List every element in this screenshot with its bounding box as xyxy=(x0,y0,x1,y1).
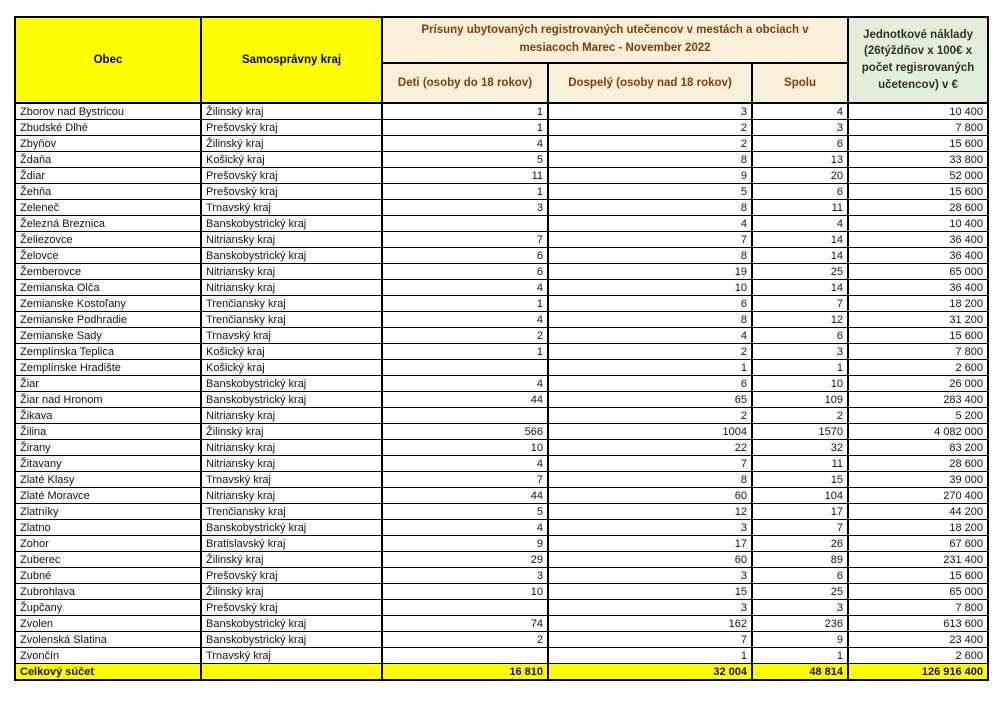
cell-deti: 74 xyxy=(382,616,548,632)
table-row xyxy=(15,600,988,616)
cell-deti: 7 xyxy=(382,472,548,488)
cell-deti: 2 xyxy=(382,632,548,648)
table-row xyxy=(15,632,988,648)
cell-obec: Zubné xyxy=(15,568,201,584)
table-row xyxy=(15,392,988,408)
cell-dospely: 22 xyxy=(548,440,752,456)
table-row xyxy=(15,184,988,200)
cell-obec: Zvončín xyxy=(15,648,201,664)
cell-deti: 11 xyxy=(382,168,548,184)
cell-dospely: 2 xyxy=(548,136,752,152)
cell-deti: 566 xyxy=(382,424,548,440)
cell-obec: Žirany xyxy=(15,440,201,456)
cell-kraj: Žilinský kraj xyxy=(201,424,382,440)
cell-spolu: 1 xyxy=(752,360,848,376)
cell-deti: 3 xyxy=(382,568,548,584)
cell-deti: 1 xyxy=(382,184,548,200)
total-label: Celkový súčet xyxy=(15,664,201,681)
cell-dospely: 3 xyxy=(548,520,752,536)
cell-deti: 4 xyxy=(382,520,548,536)
cell-dospely: 8 xyxy=(548,200,752,216)
cell-spolu: 4 xyxy=(752,216,848,232)
cell-spolu: 2 xyxy=(752,408,848,424)
cell-kraj: Nitriansky kraj xyxy=(201,232,382,248)
cell-dospely: 9 xyxy=(548,168,752,184)
cell-kraj: Prešovský kraj xyxy=(201,184,382,200)
cell-obec: Zlatno xyxy=(15,520,201,536)
cell-kraj: Trnavský kraj xyxy=(201,200,382,216)
cell-kraj: Trenčiansky kraj xyxy=(201,296,382,312)
table-row xyxy=(15,120,988,136)
cell-naklady: 15 600 xyxy=(848,568,988,584)
table-row xyxy=(15,168,988,184)
cell-deti: 3 xyxy=(382,200,548,216)
cell-naklady: 28 600 xyxy=(848,200,988,216)
cell-spolu: 25 xyxy=(752,584,848,600)
cell-naklady: 31 200 xyxy=(848,312,988,328)
header-kraj: Samosprávny kraj xyxy=(201,17,382,103)
cell-dospely: 10 xyxy=(548,280,752,296)
cell-kraj: Nitriansky kraj xyxy=(201,408,382,424)
cell-spolu: 11 xyxy=(752,200,848,216)
cell-obec: Žehňa xyxy=(15,184,201,200)
cell-obec: Zemplínska Teplica xyxy=(15,344,201,360)
table-row xyxy=(15,232,988,248)
cell-dospely: 3 xyxy=(548,568,752,584)
cell-kraj: Žilinský kraj xyxy=(201,552,382,568)
cell-naklady: 52 000 xyxy=(848,168,988,184)
cell-naklady: 231 400 xyxy=(848,552,988,568)
cell-dospely: 15 xyxy=(548,584,752,600)
table-row xyxy=(15,344,988,360)
cell-kraj: Košický kraj xyxy=(201,152,382,168)
cell-deti: 1 xyxy=(382,344,548,360)
cell-deti: 7 xyxy=(382,232,548,248)
cell-obec: Žitavany xyxy=(15,456,201,472)
cell-naklady: 15 600 xyxy=(848,136,988,152)
cell-naklady: 28 600 xyxy=(848,456,988,472)
cell-obec: Zvolenská Slatina xyxy=(15,632,201,648)
cell-naklady: 7 800 xyxy=(848,120,988,136)
cell-kraj: Žilinský kraj xyxy=(201,103,382,120)
cell-dospely: 7 xyxy=(548,456,752,472)
header-group-prisuny: Prísuny ubytovaných registrovaných utečencov v mestách a obciach v mesiacoch Marec - November 2022 xyxy=(382,17,848,63)
cell-spolu: 11 xyxy=(752,456,848,472)
total-dospely: 32 004 xyxy=(548,664,752,681)
cell-kraj: Žilinský kraj xyxy=(201,136,382,152)
table-row xyxy=(15,152,988,168)
cell-dospely: 8 xyxy=(548,312,752,328)
table-row xyxy=(15,552,988,568)
cell-deti: 4 xyxy=(382,312,548,328)
cell-obec: Želovce xyxy=(15,248,201,264)
table-row xyxy=(15,648,988,664)
cell-dospely: 2 xyxy=(548,120,752,136)
cell-deti: 4 xyxy=(382,376,548,392)
cell-deti xyxy=(382,408,548,424)
cell-obec: Žiar nad Hronom xyxy=(15,392,201,408)
table-row xyxy=(15,360,988,376)
cell-spolu: 6 xyxy=(752,568,848,584)
cell-dospely: 3 xyxy=(548,103,752,120)
cell-obec: Zborov nad Bystricou xyxy=(15,103,201,120)
cell-spolu: 25 xyxy=(752,264,848,280)
cell-spolu: 7 xyxy=(752,520,848,536)
cell-naklady: 36 400 xyxy=(848,248,988,264)
cell-naklady: 39 000 xyxy=(848,472,988,488)
cell-naklady: 18 200 xyxy=(848,520,988,536)
cell-obec: Žikava xyxy=(15,408,201,424)
cell-naklady: 10 400 xyxy=(848,216,988,232)
cell-obec: Zlaté Klasy xyxy=(15,472,201,488)
cell-dospely: 2 xyxy=(548,408,752,424)
header-naklady: Jednotkové náklady (26týždňov x 100€ x počet regisrovaných učetencov) v € xyxy=(848,17,988,103)
cell-naklady: 67 600 xyxy=(848,536,988,552)
cell-spolu: 6 xyxy=(752,184,848,200)
table-header xyxy=(15,17,988,103)
cell-obec: Zeleneč xyxy=(15,200,201,216)
cell-spolu: 3 xyxy=(752,600,848,616)
cell-dospely: 1 xyxy=(548,648,752,664)
cell-dospely: 12 xyxy=(548,504,752,520)
table-row xyxy=(15,536,988,552)
cell-spolu: 14 xyxy=(752,280,848,296)
table-body xyxy=(15,103,988,664)
cell-kraj: Bratislavský kraj xyxy=(201,536,382,552)
cell-naklady: 23 400 xyxy=(848,632,988,648)
cell-spolu: 1 xyxy=(752,648,848,664)
cell-naklady: 33 800 xyxy=(848,152,988,168)
cell-deti: 5 xyxy=(382,504,548,520)
cell-naklady: 36 400 xyxy=(848,232,988,248)
cell-kraj: Košický kraj xyxy=(201,344,382,360)
cell-dospely: 6 xyxy=(548,376,752,392)
cell-kraj: Nitriansky kraj xyxy=(201,488,382,504)
table-row xyxy=(15,328,988,344)
cell-spolu: 13 xyxy=(752,152,848,168)
cell-dospely: 1004 xyxy=(548,424,752,440)
table-row xyxy=(15,296,988,312)
cell-naklady: 613 600 xyxy=(848,616,988,632)
cell-spolu: 7 xyxy=(752,296,848,312)
table-row xyxy=(15,280,988,296)
cell-obec: Zbyňov xyxy=(15,136,201,152)
header-spolu: Spolu xyxy=(752,63,848,103)
cell-naklady: 36 400 xyxy=(848,280,988,296)
total-spolu: 48 814 xyxy=(752,664,848,681)
cell-deti: 1 xyxy=(382,296,548,312)
cell-obec: Zemianske Podhradie xyxy=(15,312,201,328)
cell-dospely: 4 xyxy=(548,328,752,344)
cell-naklady: 270 400 xyxy=(848,488,988,504)
cell-obec: Zubrohlava xyxy=(15,584,201,600)
cell-spolu: 12 xyxy=(752,312,848,328)
total-naklady: 126 916 400 xyxy=(848,664,988,681)
cell-deti: 4 xyxy=(382,136,548,152)
cell-deti: 2 xyxy=(382,328,548,344)
cell-kraj: Prešovský kraj xyxy=(201,168,382,184)
cell-dospely: 4 xyxy=(548,216,752,232)
cell-kraj: Nitriansky kraj xyxy=(201,264,382,280)
cell-kraj: Prešovský kraj xyxy=(201,600,382,616)
table-row xyxy=(15,520,988,536)
cell-dospely: 8 xyxy=(548,248,752,264)
cell-obec: Zemianske Sady xyxy=(15,328,201,344)
table-row xyxy=(15,584,988,600)
table-row xyxy=(15,472,988,488)
cell-spolu: 6 xyxy=(752,328,848,344)
cell-dospely: 65 xyxy=(548,392,752,408)
cell-naklady: 10 400 xyxy=(848,103,988,120)
cell-naklady: 2 600 xyxy=(848,360,988,376)
cell-deti: 9 xyxy=(382,536,548,552)
cell-deti: 44 xyxy=(382,392,548,408)
cell-deti: 6 xyxy=(382,264,548,280)
cell-obec: Zemianske Kostoľany xyxy=(15,296,201,312)
cell-kraj: Trnavský kraj xyxy=(201,328,382,344)
table-row xyxy=(15,216,988,232)
table-row xyxy=(15,103,988,120)
cell-spolu: 236 xyxy=(752,616,848,632)
cell-dospely: 60 xyxy=(548,552,752,568)
cell-spolu: 3 xyxy=(752,120,848,136)
cell-spolu: 14 xyxy=(752,232,848,248)
cell-obec: Zlatníky xyxy=(15,504,201,520)
cell-naklady: 7 800 xyxy=(848,600,988,616)
cell-kraj: Košický kraj xyxy=(201,360,382,376)
table-row xyxy=(15,616,988,632)
cell-spolu: 20 xyxy=(752,168,848,184)
cell-obec: Zvolen xyxy=(15,616,201,632)
cell-obec: Zemplínske Hradište xyxy=(15,360,201,376)
cell-kraj: Banskobystrický kraj xyxy=(201,520,382,536)
cell-kraj: Prešovský kraj xyxy=(201,120,382,136)
cell-naklady: 65 000 xyxy=(848,264,988,280)
cell-naklady: 15 600 xyxy=(848,184,988,200)
cell-spolu: 17 xyxy=(752,504,848,520)
cell-spolu: 1570 xyxy=(752,424,848,440)
table-row xyxy=(15,488,988,504)
cell-dospely: 162 xyxy=(548,616,752,632)
cell-dospely: 5 xyxy=(548,184,752,200)
cell-obec: Žilina xyxy=(15,424,201,440)
table-row xyxy=(15,248,988,264)
cell-kraj: Nitriansky kraj xyxy=(201,456,382,472)
cell-dospely: 1 xyxy=(548,360,752,376)
cell-obec: Župčany xyxy=(15,600,201,616)
table-row xyxy=(15,568,988,584)
cell-obec: Zemianska Olča xyxy=(15,280,201,296)
cell-spolu: 32 xyxy=(752,440,848,456)
cell-dospely: 8 xyxy=(548,472,752,488)
cell-naklady: 2 600 xyxy=(848,648,988,664)
cell-obec: Zuberec xyxy=(15,552,201,568)
cell-deti: 29 xyxy=(382,552,548,568)
cell-deti: 6 xyxy=(382,248,548,264)
cell-deti: 5 xyxy=(382,152,548,168)
cell-obec: Ždiar xyxy=(15,168,201,184)
cell-deti xyxy=(382,600,548,616)
cell-deti: 4 xyxy=(382,280,548,296)
cell-dospely: 6 xyxy=(548,296,752,312)
cell-kraj: Banskobystrický kraj xyxy=(201,632,382,648)
cell-spolu: 9 xyxy=(752,632,848,648)
cell-kraj: Banskobystrický kraj xyxy=(201,248,382,264)
table-row xyxy=(15,264,988,280)
cell-spolu: 3 xyxy=(752,344,848,360)
cell-dospely: 7 xyxy=(548,232,752,248)
cell-spolu: 14 xyxy=(752,248,848,264)
cell-deti: 1 xyxy=(382,120,548,136)
table-row xyxy=(15,504,988,520)
table-row xyxy=(15,440,988,456)
cell-dospely: 17 xyxy=(548,536,752,552)
cell-naklady: 65 000 xyxy=(848,584,988,600)
total-kraj-empty xyxy=(201,664,382,681)
cell-kraj: Trnavský kraj xyxy=(201,472,382,488)
cell-naklady: 18 200 xyxy=(848,296,988,312)
table-row xyxy=(15,200,988,216)
cell-kraj: Trnavský kraj xyxy=(201,648,382,664)
cell-obec: Želiezovce xyxy=(15,232,201,248)
cell-deti: 1 xyxy=(382,103,548,120)
cell-obec: Železná Breznica xyxy=(15,216,201,232)
cell-kraj: Trenčiansky kraj xyxy=(201,312,382,328)
cell-kraj: Banskobystrický kraj xyxy=(201,392,382,408)
cell-deti: 4 xyxy=(382,456,548,472)
cell-spolu: 109 xyxy=(752,392,848,408)
cell-dospely: 7 xyxy=(548,632,752,648)
cell-dospely: 2 xyxy=(548,344,752,360)
total-deti: 16 810 xyxy=(382,664,548,681)
cell-obec: Zohor xyxy=(15,536,201,552)
cell-obec: Žemberovce xyxy=(15,264,201,280)
cell-naklady: 83 200 xyxy=(848,440,988,456)
cell-obec: Zbudské Dlhé xyxy=(15,120,201,136)
cell-dospely: 19 xyxy=(548,264,752,280)
cell-naklady: 283 400 xyxy=(848,392,988,408)
cell-kraj: Nitriansky kraj xyxy=(201,280,382,296)
header-deti: Deti (osoby do 18 rokov) xyxy=(382,63,548,103)
cell-kraj: Banskobystrický kraj xyxy=(201,616,382,632)
cell-deti xyxy=(382,360,548,376)
cell-spolu: 104 xyxy=(752,488,848,504)
cell-obec: Zlaté Moravce xyxy=(15,488,201,504)
table-row xyxy=(15,312,988,328)
cell-deti xyxy=(382,648,548,664)
cell-spolu: 4 xyxy=(752,103,848,120)
cell-naklady: 7 800 xyxy=(848,344,988,360)
cell-kraj: Banskobystrický kraj xyxy=(201,216,382,232)
cell-naklady: 26 000 xyxy=(848,376,988,392)
table-row xyxy=(15,456,988,472)
cell-kraj: Žilinský kraj xyxy=(201,584,382,600)
header-obec: Obec xyxy=(15,17,201,103)
header-dospely: Dospelý (osoby nad 18 rokov) xyxy=(548,63,752,103)
cell-deti xyxy=(382,216,548,232)
cell-kraj: Trenčiansky kraj xyxy=(201,504,382,520)
cell-spolu: 15 xyxy=(752,472,848,488)
cell-spolu: 89 xyxy=(752,552,848,568)
cell-kraj: Prešovský kraj xyxy=(201,568,382,584)
cell-dospely: 3 xyxy=(548,600,752,616)
refugee-costs-table xyxy=(14,16,989,681)
cell-obec: Žiar xyxy=(15,376,201,392)
cell-deti: 44 xyxy=(382,488,548,504)
table-row xyxy=(15,424,988,440)
table-total-row xyxy=(15,664,988,681)
cell-naklady: 44 200 xyxy=(848,504,988,520)
cell-naklady: 15 600 xyxy=(848,328,988,344)
cell-spolu: 6 xyxy=(752,136,848,152)
cell-dospely: 8 xyxy=(548,152,752,168)
cell-spolu: 10 xyxy=(752,376,848,392)
cell-deti: 10 xyxy=(382,440,548,456)
cell-dospely: 60 xyxy=(548,488,752,504)
cell-spolu: 26 xyxy=(752,536,848,552)
cell-obec: Ždaňa xyxy=(15,152,201,168)
cell-naklady: 4 082 000 xyxy=(848,424,988,440)
cell-kraj: Nitriansky kraj xyxy=(201,440,382,456)
table-row xyxy=(15,376,988,392)
table-row xyxy=(15,408,988,424)
cell-naklady: 5 200 xyxy=(848,408,988,424)
cell-deti: 10 xyxy=(382,584,548,600)
cell-kraj: Banskobystrický kraj xyxy=(201,376,382,392)
table-row xyxy=(15,136,988,152)
